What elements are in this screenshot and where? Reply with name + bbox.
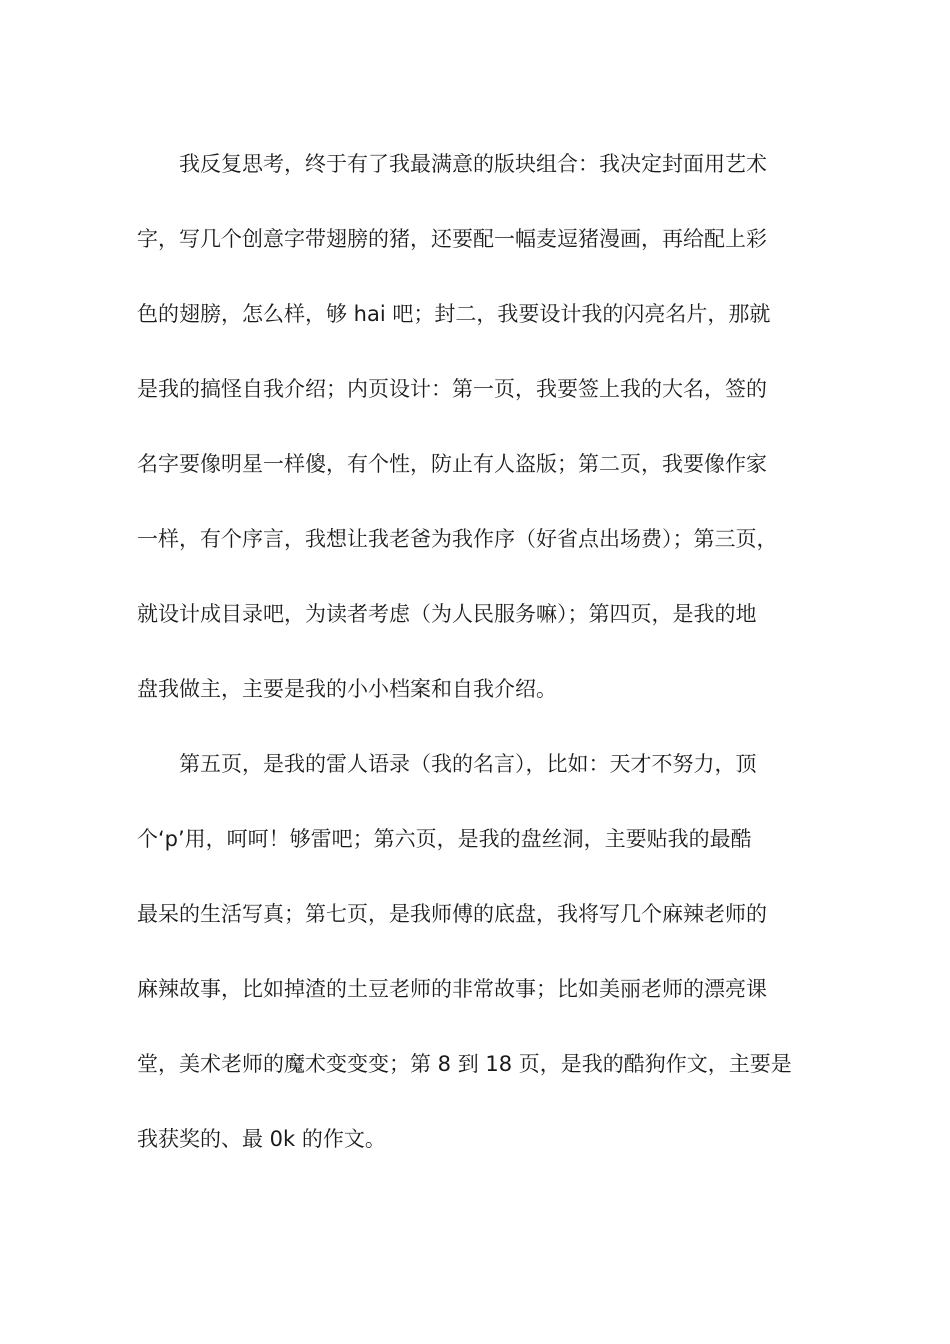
text-line: 堂，美术老师的魔术变变变；第 8 到 18 页，是我的酷狗作文，主要是 <box>137 1052 792 1076</box>
text-line: 色的翅膀，怎么样，够 hai 吧；封二，我要设计我的闪亮名片，那就 <box>137 302 771 326</box>
text-line: 最呆的生活写真；第七页，是我师傅的底盘，我将写几个麻辣老师的 <box>137 902 767 926</box>
document-body <box>137 144 823 1194</box>
text-line: 是我的搞怪自我介绍；内页设计：第一页，我要签上我的大名，签的 <box>137 377 767 401</box>
text-line: 我反复思考，终于有了我最满意的版块组合：我决定封面用艺术 <box>179 152 767 176</box>
text-line: 个‘p’用，呵呵！够雷吧；第六页，是我的盘丝洞，主要贴我的最酷 <box>137 827 752 851</box>
text-line: 麻辣故事，比如掉渣的土豆老师的非常故事；比如美丽老师的漂亮课 <box>137 977 767 1001</box>
paragraph-2 <box>137 744 823 1194</box>
text-line: 第五页，是我的雷人语录（我的名言），比如：天才不努力，顶 <box>179 752 757 776</box>
text-line: 我获奖的、最 0k 的作文。 <box>137 1127 386 1151</box>
text-line: 就设计成目录吧，为读者考虑（为人民服务嘛）；第四页，是我的地 <box>137 602 757 626</box>
text-line: 名字要像明星一样傻，有个性，防止有人盗版；第二页，我要像作家 <box>137 452 767 476</box>
paragraph-1 <box>137 144 823 744</box>
text-line: 字，写几个创意字带翅膀的猪，还要配一幅麦逗猪漫画，再给配上彩 <box>137 227 767 251</box>
text-line: 盘我做主，主要是我的小小档案和自我介绍。 <box>137 677 557 701</box>
text-line: 一样，有个序言，我想让我老爸为我作序（好省点出场费）；第三页， <box>137 527 778 551</box>
